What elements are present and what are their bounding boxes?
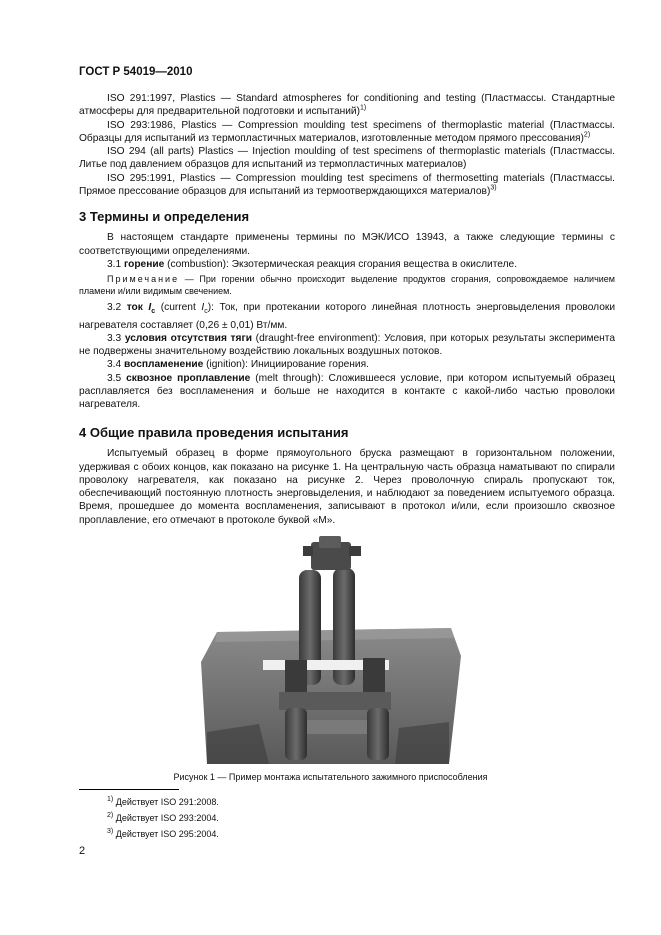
reference-item <box>79 172 615 199</box>
footnote-item: $^{3)}$ Действует ISO 295:2004. <box>107 828 219 839</box>
reference-item <box>79 92 615 119</box>
reference-text: ISO 293:1986, Plastics — Compression moulding test specimens of thermoplastic material (Пластмассы. Образцы для испытаний из термопластичных материалов, изготовленные методом прямого прессования) <box>79 119 615 144</box>
term-3-4: 3.4 воспламенение (ignition): Инициирование горения. <box>107 359 369 371</box>
reference-text: ISO 291:1997, Plastics — Standard atmospheres for conditioning and testing (Пластмассы. Стандартные атмосферы для предварительной подготовки и испытаний) <box>79 93 615 118</box>
section-3 <box>79 210 615 412</box>
test-fixture-photo <box>199 532 463 764</box>
reference-item <box>79 119 615 146</box>
note: Примечание — При горении обычно происходит выделение продуктов сгорания, сопровождаемое наличием пламени и/или видимым свечением. <box>79 274 615 297</box>
footnote-ref: 2) <box>583 131 591 139</box>
section-3-intro: В настоящем стандарте применены термины по МЭК/ИСО 13943, а также следующие термины с соответствующими определениями. <box>79 232 615 257</box>
section-4 <box>79 426 615 527</box>
reference-text: ISO 295:1991, Plastics — Compression moulding test specimens of thermosetting materials (Пластмассы. Прямое прессование образцов для испытаний из термоотверждающихся материалов) <box>79 172 615 198</box>
section-3-title: 3 Термины и определения <box>79 209 250 224</box>
footnote-item: $^{2)}$ Действует ISO 293:2004. <box>107 812 219 823</box>
figure-caption: Рисунок 1 — Пример монтажа испытательного зажимного приспособления <box>173 772 488 782</box>
section-4-title: 4 Общие правила проведения испытания <box>79 425 349 440</box>
standard-header: ГОСТ Р 54019—2010 <box>79 66 193 78</box>
footnote-ref: 3) <box>490 184 497 192</box>
term-3-2: 3.2 ток $I_c$ (current $I_c$): Ток, при протекании которого линейная плотность энерговыделения проволоки нагревателя составляет (0,26 ± 0,01) Вт/мм. <box>79 302 616 331</box>
reference-text: ISO 294 (all parts) Plastics — Injection moulding of test specimens of thermoplastic materials (Пластмассы. Литье под давлением образцов для испытаний из термопластичных материалов) <box>79 146 615 171</box>
term-3-1: 3.1 горение (combustion): Экзотермическая реакция сгорания вещества в окислителе. <box>107 258 518 270</box>
term-3-5: 3.5 сквозное проплавление (melt through): Сложившееся условие, при котором испытуемый образец расплавляется без воспламенения и больше не находится в контакте с какой-либо частью проволоки нагревателя. <box>79 372 616 411</box>
section-4-text: Испытуемый образец в форме прямоугольного бруска размещают в горизонтальном положении, удерживая с обоих концов, как показано на рисунке 1. На центральную часть образца наматывают по спирали проволоку нагревателя, как показано на рисунке 2. Через проволочную спираль пропускают ток, обеспечивающий постоянную плотность энерговыделения, и наблюдают за поведением испытуемого образца. Время, прошедшее до момента воспламенения, записывают в протокол и/или, если произошло сквозное проплавление, его отмечают в протоколе буквой «М». <box>79 448 615 526</box>
footnote-ref: 1) <box>360 104 367 112</box>
reference-item <box>79 145 615 172</box>
footnote-item: $^{1)}$ Действует ISO 291:2008. <box>107 796 219 807</box>
term-3-3: 3.3 условия отсутствия тяги (draught-free environment): Условия, при которых результаты эксперимента не подвержены значительному воздействию локальных воздушных потоков. <box>79 332 616 358</box>
references-list <box>79 92 615 198</box>
page-number: 2 <box>79 845 86 857</box>
footnote-divider <box>79 789 179 790</box>
